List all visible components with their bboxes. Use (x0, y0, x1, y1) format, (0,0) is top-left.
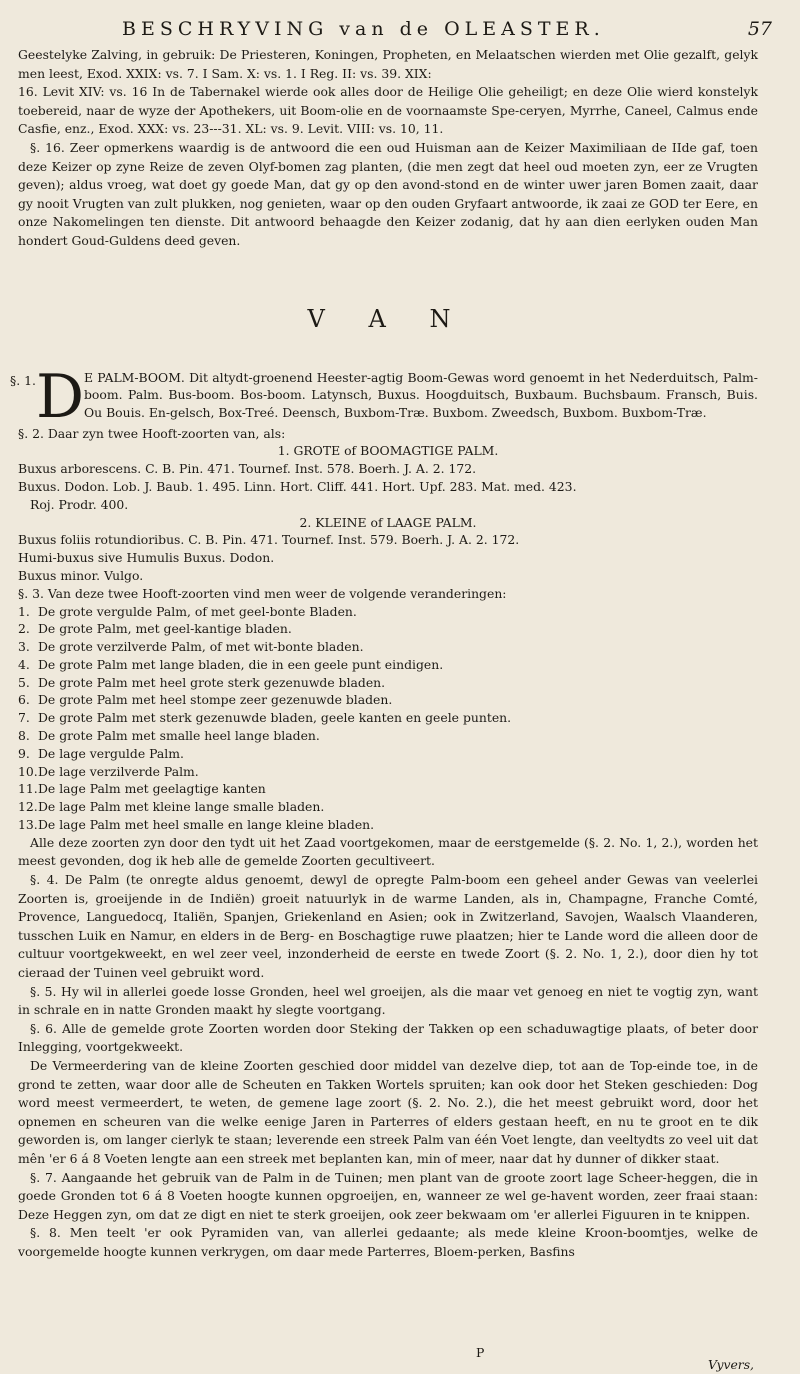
list-item (18, 745, 758, 763)
list-item (18, 798, 758, 816)
paragraph-mark: §. 1. (10, 372, 36, 388)
list-item-text: De grote vergulde Palm, of met geel-bonte Bladen. (38, 603, 357, 619)
list-item-text: De lage Palm met heel smalle en lange kleine bladen. (38, 817, 375, 833)
signature-mark: P (476, 1345, 485, 1360)
list-item-text: De lage verzilverde Palm. (38, 763, 199, 779)
entry-palm-boom (10, 361, 758, 432)
drop-cap: D (36, 361, 85, 432)
list-item-number: 10. (18, 763, 38, 779)
list-item-text: De lage Palm met geelagtige kanten (38, 781, 266, 797)
list-item (18, 780, 758, 798)
list-item-text: De lage vergulde Palm. (38, 745, 184, 761)
list-item (18, 816, 758, 834)
species-2-heading: 2. KLEINE of LAAGE PALM. (299, 514, 477, 530)
variant-list (18, 603, 758, 834)
list-item-number: 12. (18, 799, 38, 815)
intro-paragraph-1: Geestelyke Zalving, in gebruik: De Priesteren, Koningen, Propheten, en Melaatschen wierden met Olie gezalft, gelyk men leest, Exod. XXIX: vs. 7. I Sam. X: vs. 1. I Reg. II: vs. 39. XIX: (18, 47, 758, 81)
list-item (18, 603, 758, 621)
list-item-text: De grote Palm met heel stompe zeer gezenuwde bladen. (38, 692, 393, 708)
list-item-text: De grote Palm met lange bladen, die in een geele punt eindigen. (38, 656, 444, 672)
list-item (18, 763, 758, 781)
list-item-number: 11. (18, 781, 38, 797)
list-item-text: De grote Palm, met geel-kantige bladen. (38, 621, 292, 637)
list-item (18, 709, 758, 727)
intro-paragraph-2: 16. Levit XIV: vs. 16 In de Tabernakel wierde ook alles door de Heilige Olie geheiligt; en deze Olie wierd konstelyk toebereid, naar de wyze der Apothekers, uit Boom-olie en de voornaamste Spe-ceryen, Myrrhe, Caneel, Calmus ende Casfie, enz., Exod. XXX: vs. 23---31. XL: vs. 9. Levit. VIII: vs. 10, 11. (18, 84, 758, 137)
list-item-text: De grote Palm met sterk gezenuwde bladen, geele kanten en geele punten. (38, 710, 512, 726)
closing-paragraph-6: §. 7. Aangaande het gebruik van de Palm in de Tuinen; men plant van de groote zoort lage Scheer-heggen, die in goede Gronden tot 6 á 8 Voeten hoogte kunnen opgroeijen, en, wanneer ze wel ge-havent worden, zeer fraai staan: Deze Heggen zyn, om dat ze digt en niet te sterk groeijen, ook zeer bekwaam om 'er allerlei Figuuren in te knippen. (18, 1169, 758, 1222)
running-head (18, 12, 772, 46)
running-title: BESCHRYVING van de OLEASTER. (122, 18, 605, 40)
section-title: V A N (307, 304, 469, 333)
species-1-ref-3: Roj. Prodr. 400. (30, 496, 129, 512)
list-item (18, 638, 758, 656)
list-item (18, 727, 758, 745)
list-item-number: 9. (18, 745, 30, 761)
paragraph-2: §. 2. Daar zyn twee Hooft-zoorten van, als: (18, 425, 286, 441)
closing-paragraph-7: §. 8. Men teelt 'er ook Pyramiden van, van allerlei gedaante; als mede kleine Kroon-boomtjes, welke de voorgemelde hoogte kunnen verkrygen, om daar mede Parterres, Bloem-perken, Basfins (18, 1225, 758, 1259)
closing-paragraph-2: §. 4. De Palm (te onregte aldus genoemt, dewyl de opregte Palm-boom een geheel ander Gewas van veelerlei Zoorten is, groeijende in de Indiën) groeit natuurlyk in de warme Landen, als in, Champagne, Franche Comté, Provence, Languedocq, Italiën, Spanjen, Griekenland en Asien; ook in Zwitzerland, Savojen, Waalsch Vlaanderen, tusschen Luik en Namur, en elders in de Berg- en Boschagtige ruwe plaatzen; hier te Lande word die alleen door de cultuur voortgekweekt, en wel zeer veel, inzonderheid de eerste en twede Zoort (§. 2. No. 1, 2.), door dien hy tot cieraad der Tuinen veel gebruikt word. (18, 872, 758, 981)
page-number: 57 (747, 18, 772, 40)
list-item (18, 691, 758, 709)
list-item (18, 656, 758, 674)
list-item-number: 7. (18, 710, 30, 726)
list-item (18, 674, 758, 692)
list-item-text: De lage Palm met kleine lange smalle bladen. (38, 799, 325, 815)
list-item-number: 5. (18, 674, 30, 690)
list-item-number: 2. (18, 621, 30, 637)
closing-paragraph-3: §. 5. Hy wil in allerlei goede losse Gronden, heel wel groeijen, als die maar vet genoeg en niet te vogtig zyn, want in schrale en in natte Gronden maakt hy slegte voortgang. (18, 983, 758, 1018)
list-item-text: De grote verzilverde Palm, of met wit-bonte bladen. (38, 639, 364, 655)
list-item-text: De grote Palm met heel grote sterk gezenuwde bladen. (38, 674, 386, 690)
intro-paragraph-3: §. 16. Zeer opmerkens waardig is de antwoord die een oud Huisman aan de Keizer Maximiliaan de IIde gaf, toen deze Keizer op zyne Reize de zeven Olyf-bomen zag planten, (die men zegt dat heel oud moeten zyn, eer ze Vrugten geven); aldus vroeg, wat doet gy goede Man, dat gy op den avond-stond en de winter uwer jaren Bomen zaait, daar gy nooit Vrugten van zult plukken, nog genieten, waar op den ouden Gryfaart antwoorde, ik zaai ze GOD ter Eere, en onze Nakomelingen ten dienste. Dit antwoord behaagde den Keizer zodanig, dat hy aan dien eerlyken ouden Man hondert Goud-Guldens deed geven. (18, 139, 758, 248)
list-item-number: 8. (18, 728, 30, 744)
catchword: Vyvers, (708, 1357, 754, 1372)
species-1-heading: 1. GROTE of BOOMAGTIGE PALM. (277, 443, 499, 459)
list-item-text: De grote Palm met smalle heel lange bladen. (38, 728, 320, 744)
species-2-ref-3: Buxus minor. Vulgo. (18, 567, 144, 583)
species-1-ref-1: Buxus arborescens. C. B. Pin. 471. Tournef. Inst. 578. Boerh. J. A. 2. 172. (18, 461, 477, 477)
intro-text (18, 46, 758, 251)
list-item-number: 1. (18, 603, 30, 619)
entry-text: E PALM-BOOM. Dit altydt-groenend Heester-agtig Boom-Gewas word genoemt in het Nederduitsch, Palm-boom. Palm. Bus-boom. Bos-boom. Latynsch, Buxus. Hoogduitsch, Buxbaum. Buchsbaum. Fransch, Buis. Ou Bouis. En-gelsch, Box-Treé. Deensch, Buxbom-Træ. Buxbom. Zweedsch, Buxbom. Buxbom-Træ. (84, 369, 758, 421)
closing-paragraph-5: De Vermeerdering van de kleine Zoorten geschied door middel van dezelve diep, tot aan de Top-einde toe, in de grond te zetten, waar door alle de Scheuten en Takken Wortels spruiten; kan ook door het Steken geschieden: Dog word meest vermeerdert, te weten, de gemene lage zoort (§. 2. No. 2.), die het meest gebruikt word, door het opnemen en scheuren van die welke eenige Jaren in Parterres of elders gestaan heeft, en nu te groot en te dik geworden is, om langer cierlyk te staan; leverende een streek Palm van één Voet lengte, dan veeltydts zo veel uit dat mên 'er 6 á 8 Voeten lengte aan een streek met beplanten kan, min of meer, naar dat hy dunner of dikker staat. (18, 1057, 758, 1166)
species-2-ref-2: Humi-buxus sive Humulis Buxus. Dodon. (18, 550, 275, 566)
closing-paragraph-1: Alle deze zoorten zyn door den tydt uit het Zaad voortgekomen, maar de eerstgemelde (§. 2. No. 1, 2.), worden het meest gevonden, dog ik heb alle de gemelde Zoorten gecultiveert. (18, 834, 758, 869)
species-1-ref-2: Buxus. Dodon. Lob. J. Baub. 1. 495. Linn. Hort. Cliff. 441. Hort. Upf. 283. Mat. med. 423. (18, 478, 577, 494)
list-item (18, 620, 758, 638)
species-2-ref-1: Buxus foliis rotundioribus. C. B. Pin. 471. Tournef. Inst. 579. Boerh. J. A. 2. 172. (18, 532, 520, 548)
list-item-number: 3. (18, 639, 30, 655)
paragraph-3: §. 3. Van deze twee Hooft-zoorten vind men weer de volgende veranderingen: (18, 585, 507, 601)
list-item-number: 13. (18, 817, 38, 833)
list-item-number: 4. (18, 656, 30, 672)
list-item-number: 6. (18, 692, 30, 708)
closing-text (18, 834, 758, 1262)
closing-paragraph-4: §. 6. Alle de gemelde grote Zoorten worden door Steking der Takken op een schaduwagtige plaats, of beter door Inlegging, voortgekweekt. (18, 1020, 758, 1055)
